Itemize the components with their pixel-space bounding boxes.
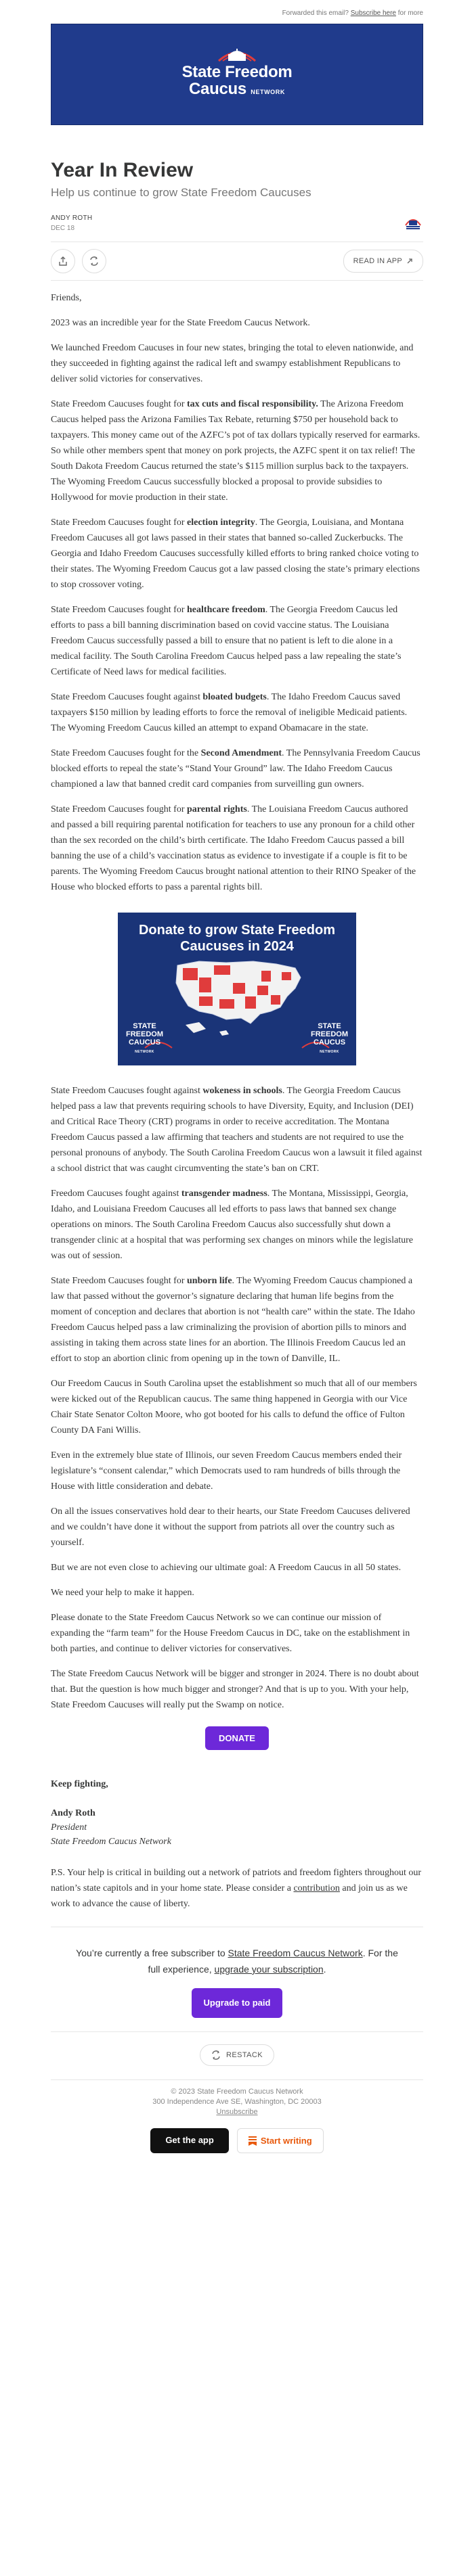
subscription-text: You’re currently a free subscriber to State Freedom Caucus Network. For the full experience, upgrade your subscription. bbox=[76, 1948, 398, 1975]
sign-off: Keep fighting, bbox=[51, 1779, 108, 1789]
promo-image-wrap bbox=[51, 913, 423, 1065]
action-bar bbox=[51, 242, 423, 281]
share-button[interactable] bbox=[51, 249, 75, 273]
paragraph-tax: State Freedom Caucuses fought for tax cuts and fiscal responsibility. The Arizona Freedom Caucus helped pass the Arizona Families Tax Rebate, returning $750 per household back to taxpayers. This money came out of the AZFC’s pot of tax dollars typically reserved for earmarks. So while other members spent that money on pork projects, the AZFC spent it on tax relief! The South Dakota Freedom Caucus returned the state’s $115 million surplus back to the taxpayers. The Wyoming Freedom Caucus successfully blocked a proposal to provide subsidies to Hollywood for movie production in their state. bbox=[51, 399, 421, 503]
post-subtitle: Help us continue to grow State Freedom Caucuses bbox=[51, 186, 311, 199]
contribution-link[interactable]: contribution bbox=[293, 1883, 340, 1893]
signature bbox=[51, 1777, 423, 1849]
publication-link[interactable]: State Freedom Caucus Network bbox=[228, 1948, 363, 1958]
upgrade-link[interactable]: upgrade your subscription bbox=[214, 1964, 324, 1975]
paragraph-illinois: Even in the extremely blue state of Illinois, our seven Freedom Caucus members ended their legislature’s “consent calendar,” which Democrats used to ram hundreds of bills through the House with little consideration and debate. bbox=[51, 1450, 402, 1492]
restack-label: RESTACK bbox=[226, 2051, 263, 2059]
donate-row bbox=[51, 1726, 423, 1750]
restack-icon bbox=[89, 256, 99, 266]
paragraph-second-amendment: State Freedom Caucuses fought for the Second Amendment. The Pennsylvania Freedom Caucus blocked efforts to repeal the state’s “Stand Your Ground” law. The Idaho Freedom Caucus championed a law that banned credit card companies from surveilling gun owners. bbox=[51, 748, 421, 789]
paragraph-election: State Freedom Caucuses fought for election integrity. The Georgia, Louisiana, and Montana Freedom Caucuses all got laws passed in their states that banned so-called Zuckerbucks. The Georgia and Idaho Freedom Caucuses successfully killed efforts to bring ranked choice voting to their states. The Wyoming Freedom Caucus got a law passed closing the state’s primary elections to stop crossover voting. bbox=[51, 518, 420, 590]
paragraph-unborn: State Freedom Caucuses fought for unborn life. The Wyoming Freedom Caucus championed a law that passed without the governor’s signature declaring that human life begins from the moment of conception and declares that abortion is not “health care” within the state. The Idaho Freedom Caucus helped pass a law criminalizing the provision of abortion pills to minors and assisting in taking them across state lines for an abortion. The Illinois Freedom Caucus led an effort to stop an abortion clinic from opening up in the town of Danville, IL. bbox=[51, 1276, 415, 1364]
paragraph-wokeness: State Freedom Caucuses fought against wokeness in schools. The Georgia Freedom Caucus helped pass a law that prevents requiring schools to have Diversity, Equity, and Inclusion (DEI) and Critical Race Theory (CRT) programs in order to receive accreditation. The Montana Freedom Caucus passed a law affirming that teachers and students are not required to use the personal pronouns of anybody. The South Carolina Freedom Caucus won a lawsuit it filed against a school district that was caught circumventing the state’s ban on CRT. bbox=[51, 1086, 423, 1174]
email-container bbox=[51, 0, 423, 2153]
substack-icon bbox=[249, 2136, 257, 2146]
post-title[interactable]: Year In Review bbox=[51, 159, 194, 181]
donate-button[interactable]: DONATE bbox=[205, 1726, 269, 1750]
author-block bbox=[51, 214, 92, 232]
forwarded-text: Forwarded this email? bbox=[282, 9, 349, 17]
restack-button[interactable] bbox=[200, 2044, 274, 2066]
sfcn-logo bbox=[182, 49, 293, 100]
paragraph-healthcare: State Freedom Caucuses fought for healthcare freedom. The Georgia Freedom Caucus led efforts to pass a bill banning discrimination based on covid vaccine status. The Louisiana Freedom Caucus successfully passed a bill to ensure that no patient is left to die alone in a medical facility. The South Carolina Freedom Caucus helped pass a law repealing the state’s Certificate of Need laws for medical facilities. bbox=[51, 605, 402, 677]
app-buttons bbox=[51, 2128, 423, 2153]
logo-line-1: State Freedom bbox=[181, 63, 293, 81]
read-in-app-button[interactable] bbox=[343, 250, 423, 273]
paragraph-bigger: The State Freedom Caucus Network will be bigger and stronger in 2024. There is no doubt about that. But the question is how much bigger and stronger? And that is up to you. With your help, State Freedom Caucuses will really put the Swamp on notice. bbox=[51, 1669, 419, 1710]
paragraph-budgets: State Freedom Caucuses fought against bloated budgets. The Idaho Freedom Caucus saved taxpayers $150 million by leading efforts to force the removal of ineligible Medicaid patients. The Wyoming Freedom Caucus killed an attempt to expand Obamacare in the state. bbox=[51, 692, 408, 733]
paragraph-south-carolina: Our Freedom Caucus in South Carolina upset the establishment so much that all of our members were kicked out of the Republican caucus. The same thing happened in Georgia with our Vice Chair State Senator Colton Moore, who got booted for his calls to defund the office of Fulton County DA Fani Willis. bbox=[51, 1379, 417, 1435]
paragraph-please-donate: Please donate to the State Freedom Caucus Network so we can continue our mission of expanding the “farm team” for the House Freedom Caucus in DC, take on the establishment in both parties, and continue to deliver victories for conservatives. bbox=[51, 1613, 410, 1654]
footer-address: 300 Independence Ave SE, Washington, DC 20003 bbox=[152, 2098, 322, 2106]
capitol-dome-icon bbox=[404, 216, 423, 231]
capitol-dome-icon bbox=[213, 49, 261, 64]
promo-logo-right: STATE FREEDOM CAUCUS NETWORK bbox=[311, 1022, 348, 1054]
publication-avatar[interactable] bbox=[403, 214, 423, 232]
forwarded-suffix: for more bbox=[397, 9, 423, 17]
start-writing-label: Start writing bbox=[260, 2136, 312, 2146]
post-body bbox=[51, 281, 423, 1713]
byline bbox=[51, 214, 423, 232]
footer bbox=[51, 2079, 423, 2117]
signer-role: President bbox=[51, 1822, 87, 1833]
logo-network: NETWORK bbox=[251, 89, 285, 95]
post-date: DEC 18 bbox=[51, 225, 75, 232]
promo-logo-left: STATE FREEDOM CAUCUS NETWORK bbox=[126, 1022, 163, 1054]
paragraph-issues: On all the issues conservatives hold dear to their hearts, our State Freedom Caucuses delivered and we couldn’t have done it without the support from patriots all over the country such as yourself. bbox=[51, 1506, 410, 1548]
paragraph-need-help: We need your help to make it happen. bbox=[51, 1588, 194, 1598]
upgrade-button[interactable]: Upgrade to paid bbox=[192, 1988, 283, 2018]
subscription-box bbox=[51, 1927, 423, 2032]
paragraph-goal: But we are not even close to achieving our ultimate goal: A Freedom Caucus in all 50 states. bbox=[51, 1563, 402, 1573]
logo-caucus: Caucus bbox=[189, 80, 246, 98]
share-icon bbox=[58, 256, 68, 266]
header-banner[interactable] bbox=[51, 24, 423, 125]
signer-org: State Freedom Caucus Network bbox=[51, 1837, 171, 1847]
external-arrow-icon bbox=[406, 258, 413, 264]
paragraph-transgender: Freedom Caucuses fought against transgender madness. The Montana, Mississippi, Georgia, Idaho, and Louisiana Freedom Caucuses all led efforts to pass laws that banned sex change operations on minors. The South Carolina Freedom Caucus also successfully shut down a transgender clinic at a hospital that was performing sex changes on minors while the legislature was out of session. bbox=[51, 1189, 413, 1261]
signer-name: Andy Roth bbox=[51, 1808, 95, 1818]
author-name[interactable]: ANDY ROTH bbox=[51, 214, 93, 222]
get-app-button[interactable]: Get the app bbox=[150, 2128, 229, 2153]
promo-title: Donate to grow State Freedom Caucuses in 2024 bbox=[138, 923, 336, 954]
unsubscribe-link[interactable]: Unsubscribe bbox=[216, 2108, 258, 2116]
logo-line-2 bbox=[189, 81, 285, 100]
paragraph-intro: 2023 was an incredible year for the State Freedom Caucus Network. bbox=[51, 318, 310, 328]
read-in-app-label: READ IN APP bbox=[353, 257, 402, 265]
start-writing-button[interactable] bbox=[237, 2128, 324, 2153]
restack-icon bbox=[211, 2050, 221, 2060]
footer-copyright: © 2023 State Freedom Caucus Network bbox=[171, 2088, 303, 2096]
paragraph-parental-rights: State Freedom Caucuses fought for parental rights. The Louisiana Freedom Caucus authored and passed a bill requiring parental notification for teachers to use any pronoun for a child other than the sex recorded on the child’s birth certificate. The Idaho Freedom Caucus passed a bill banning the use of a child’s vaccination status as evidence to investigate if a couple is fit to be parents. The Wyoming Freedom Caucus brought national attention to their RINO Speaker of the House who blocked efforts to pass a parental rights bill. bbox=[51, 804, 416, 892]
restack-row bbox=[51, 2044, 423, 2066]
paragraph-greeting: Friends, bbox=[51, 293, 82, 303]
postscript: P.S. Your help is critical in building out a network of patriots and freedom fighters throughout our nation’s state capitols and in your home state. Please consider a contribution and join us as we work to advance the cause of liberty. bbox=[51, 1865, 423, 1927]
restack-circle-button[interactable] bbox=[82, 249, 106, 273]
forwarded-note bbox=[51, 0, 423, 24]
subscribe-link[interactable]: Subscribe here bbox=[350, 9, 396, 17]
donate-promo-image[interactable] bbox=[118, 913, 356, 1065]
paragraph-launched: We launched Freedom Caucuses in four new states, bringing the total to eleven nationwide, and they succeeded in fighting against the radical left and swampy establishment Republicans to deliver solid victories for conservatives. bbox=[51, 343, 414, 384]
action-buttons bbox=[51, 249, 106, 273]
